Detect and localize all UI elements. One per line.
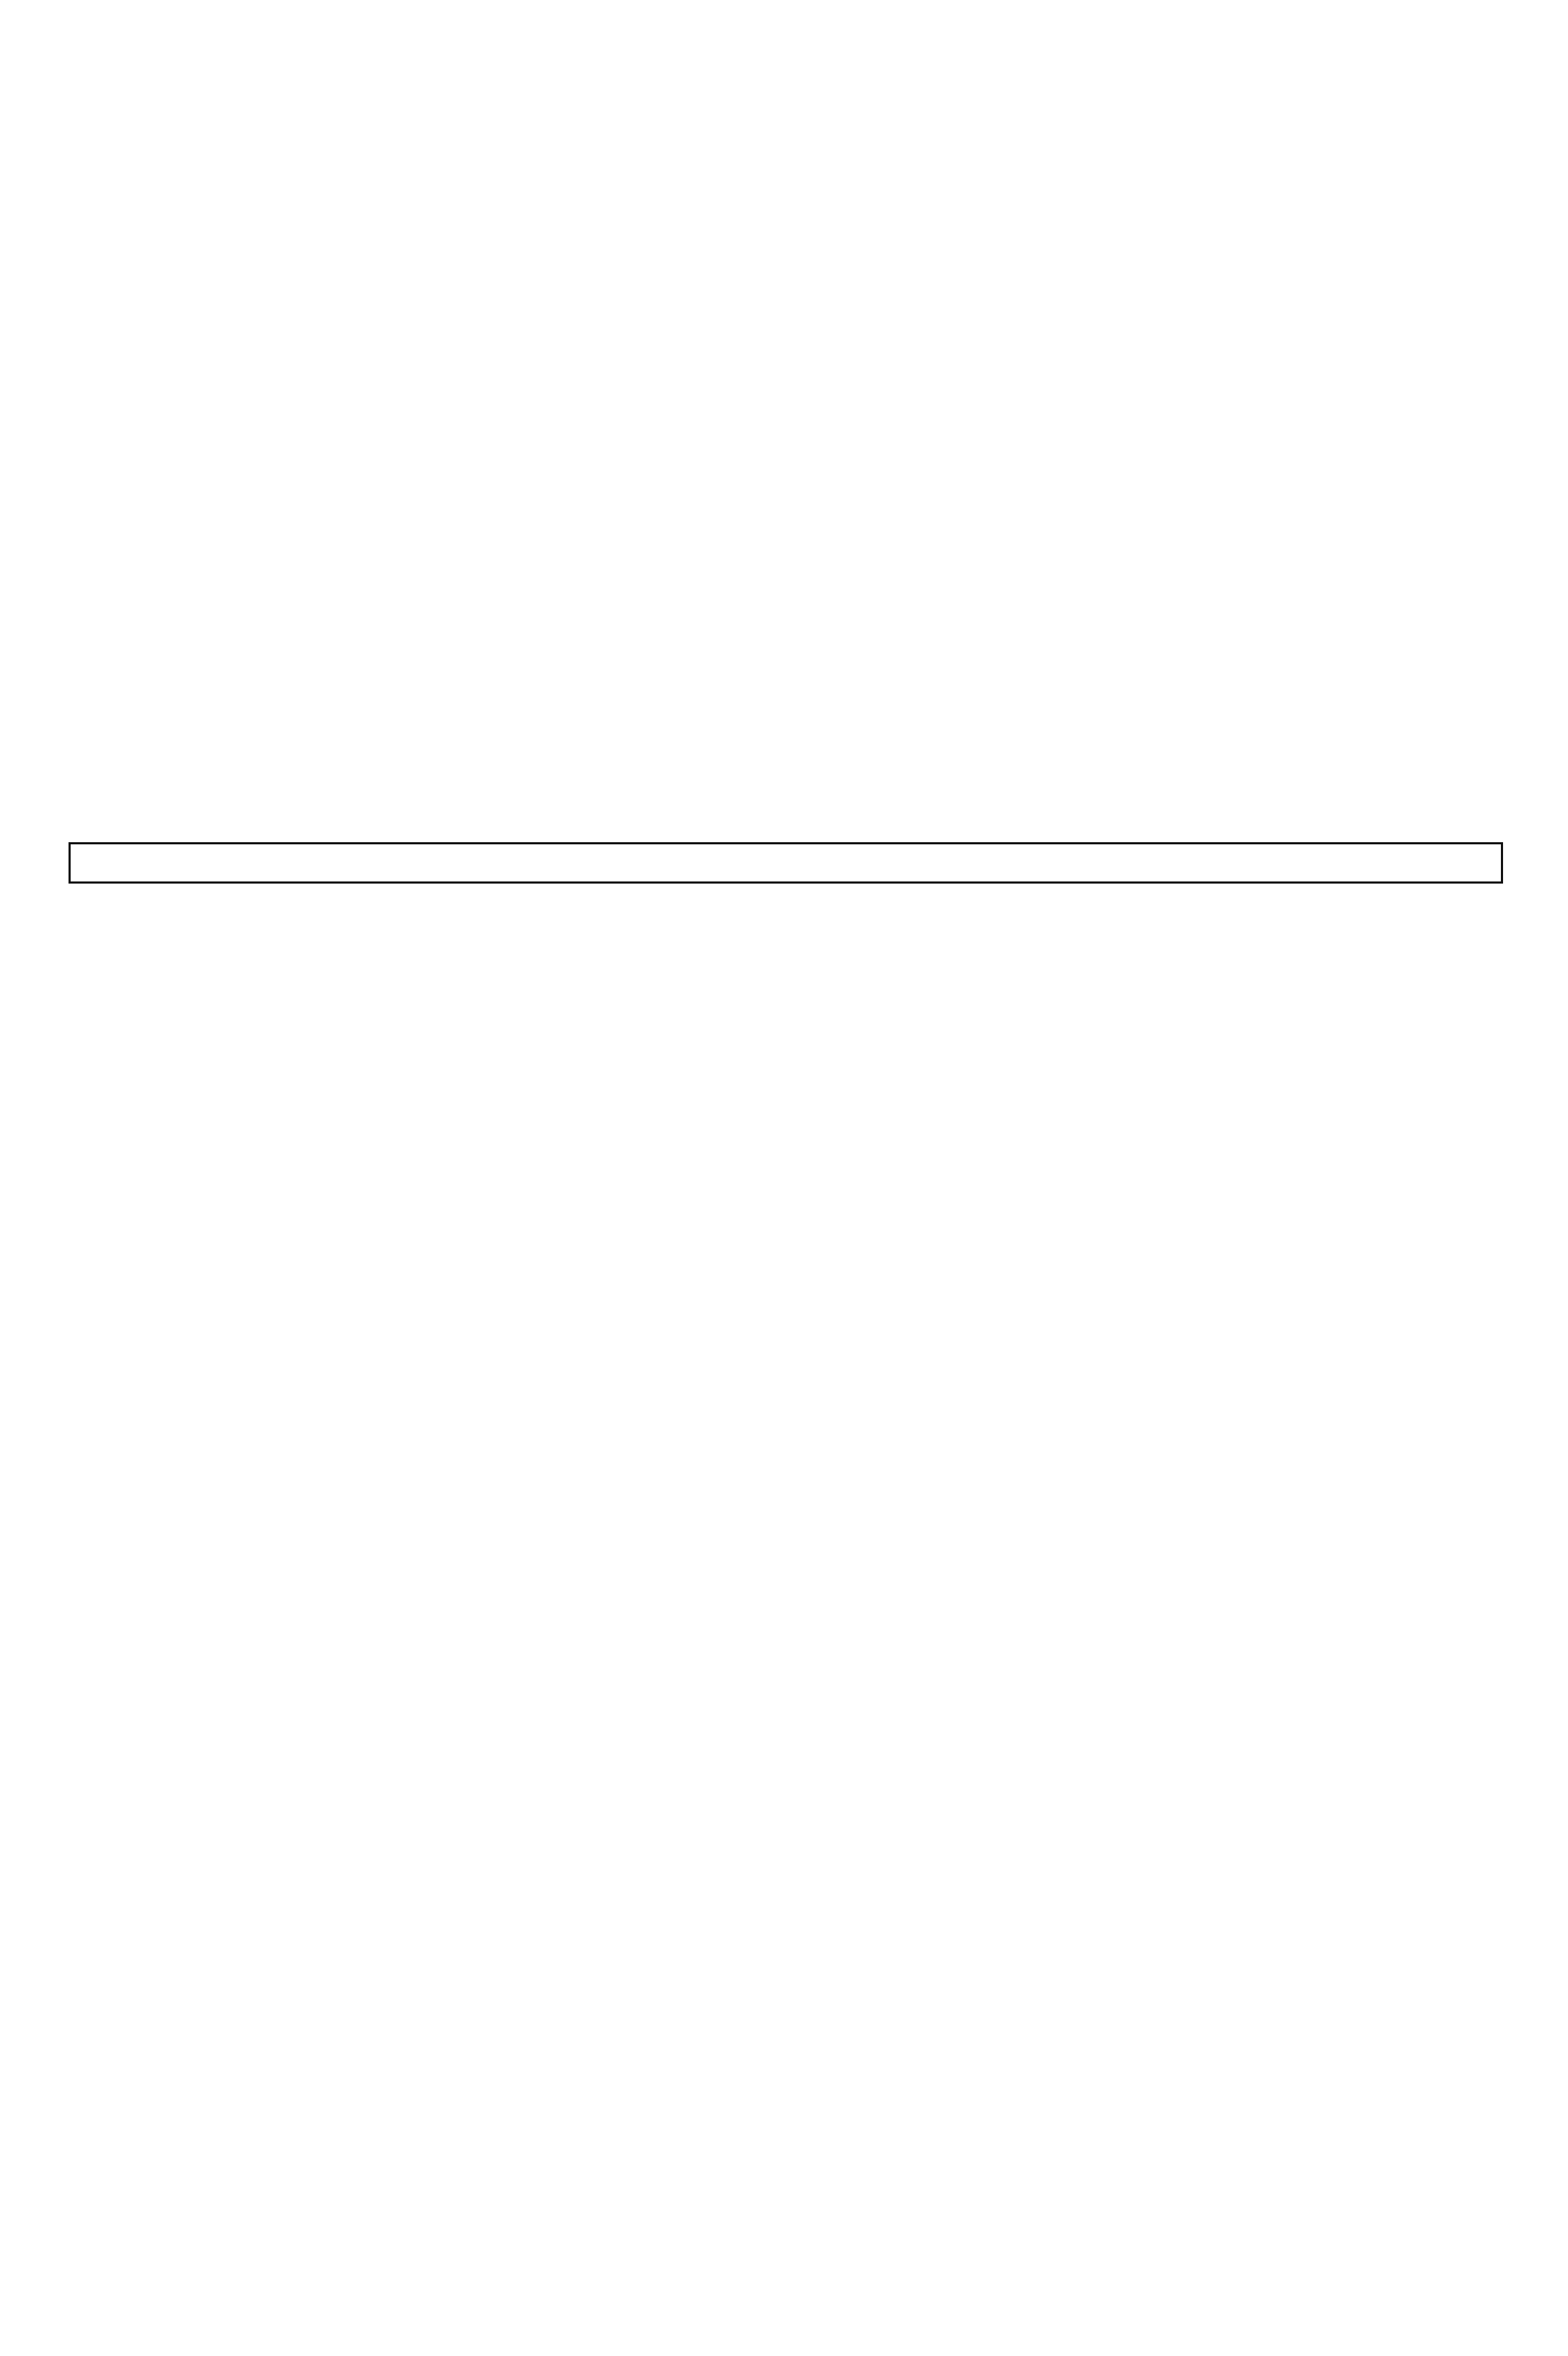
- section-title: [69, 842, 1503, 884]
